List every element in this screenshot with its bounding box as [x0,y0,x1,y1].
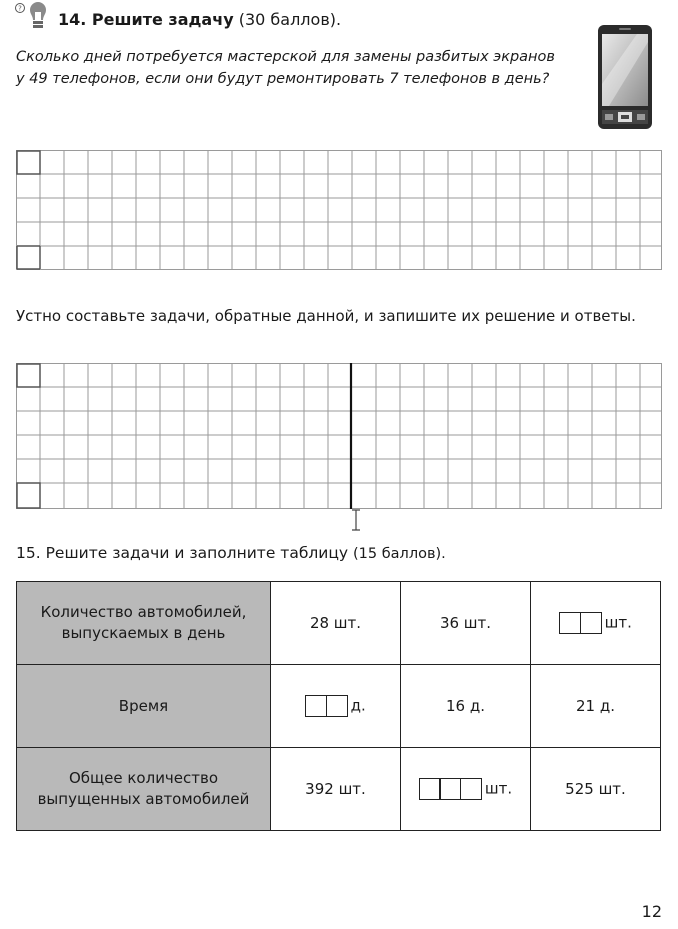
digit-box[interactable] [559,612,581,634]
problem-line-2: у 49 телефонов, если они будут ремонтировать 7 телефонов в день? [16,71,550,87]
text-cursor-icon [350,509,362,531]
smartphone-icon [597,24,653,130]
digit-box[interactable] [419,778,441,800]
value-cell [271,748,401,831]
task-15-title [16,544,446,562]
value-cell [401,665,531,748]
digit-boxes[interactable] [305,695,348,717]
task-14-points: (30 баллов). [238,10,342,29]
row-header-line: Общее количество [68,769,219,787]
cars-table [16,581,661,831]
task-15-points: (15 баллов). [353,546,446,562]
digit-boxes[interactable] [559,612,602,634]
answer-cell[interactable] [401,748,531,831]
digit-box[interactable] [439,778,461,800]
answer-grid-2[interactable] [16,363,662,509]
table-row [17,748,661,831]
unit-label: шт. [484,779,513,798]
digit-box[interactable] [580,612,602,634]
lightbulb-hint-icon [14,2,48,32]
unit-label: д. [350,696,366,715]
cell-value: 16 д. [446,697,485,715]
row-header-line: выпускаемых в день [61,624,226,642]
cell-value: 21 д. [576,697,615,715]
cell-value: 525 шт. [565,780,626,798]
answer-cell[interactable] [271,665,401,748]
page-number: 12 [641,902,662,921]
cell-value: 392 шт. [305,780,366,798]
cell-value: 28 шт. [309,614,362,632]
task-14-instruction: Устно составьте задачи, обратные данной, и запишите их решение и ответы. [16,307,636,325]
task-14-title [58,10,341,29]
row-header [17,748,271,831]
row-header-line: Время [118,696,169,715]
problem-line-1: Сколько дней потребуется мастерской для замены разбитых экранов [16,49,555,65]
value-cell [271,582,401,665]
value-cell [401,582,531,665]
table-row [17,665,661,748]
row-header-line: Количество автомобилей, [40,603,247,621]
answer-grid-1[interactable] [16,150,662,270]
row-header [17,582,271,665]
value-cell [531,665,661,748]
digit-box[interactable] [326,695,348,717]
row-header [17,665,271,748]
unit-label: шт. [604,613,632,632]
task-14-number: 14. Решите задачу [58,10,234,29]
digit-box[interactable] [305,695,327,717]
task-15-number: 15. Решите задачи и заполните таблицу [16,544,349,562]
digit-box[interactable] [460,778,482,800]
value-cell [531,748,661,831]
table-row [17,582,661,665]
task-14-problem [16,46,586,90]
cell-value: 36 шт. [439,614,492,632]
answer-cell[interactable] [531,582,661,665]
svg-text:?: ? [18,4,22,13]
digit-boxes[interactable] [419,778,482,800]
row-header-line: выпущенных автомобилей [37,790,250,808]
